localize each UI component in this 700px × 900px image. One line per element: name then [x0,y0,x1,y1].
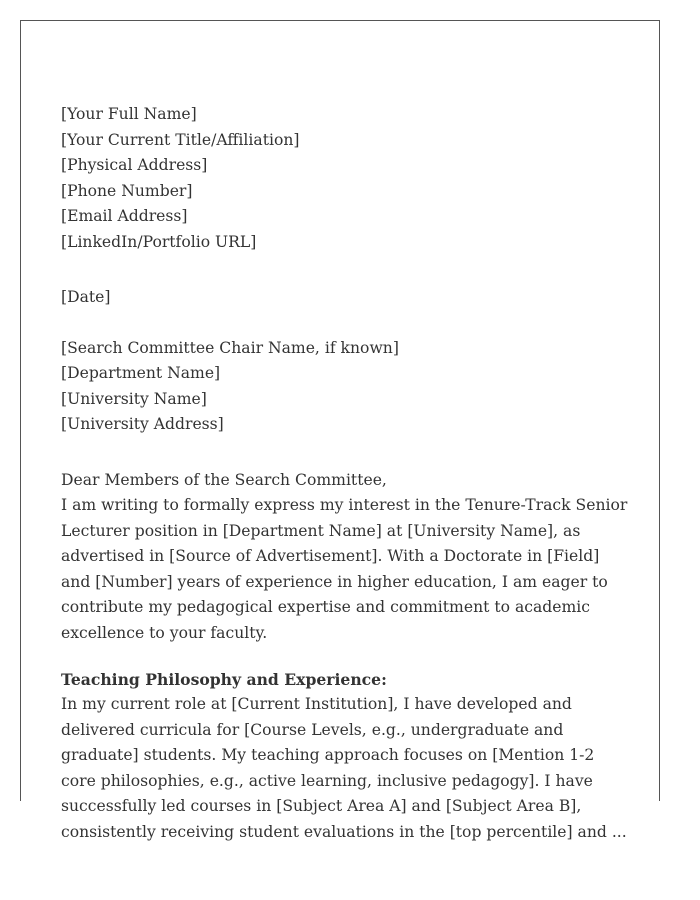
sender-email: [Email Address] [61,207,188,225]
sender-title: [Your Current Title/Affiliation] [61,130,300,149]
salutation: Dear Members of the Search Committee, [61,470,387,489]
sender-phone: [Phone Number] [61,181,193,200]
letter-date: [Date] [61,288,111,306]
sender-address: [Physical Address] [61,156,208,174]
sender-block [61,102,631,255]
recipient-department: [Department Name] [61,364,221,382]
sender-name: [Your Full Name] [61,105,197,123]
recipient-block [61,336,631,438]
letter-page [20,20,660,842]
recipient-university: [University Name] [61,389,207,408]
section-heading: Teaching Philosophy and Experience: [61,669,387,689]
intro-paragraph: I am writing to formally express my interest in the Tenure-Track Senior Lecturer position in [Department Name] at [University Name], as advertised in [Source of Advertisement]. With a Doctorate in [Field] and [Number] years of experience in higher education, I am eager to contribute my pedagogical expertise and commitment to academic excellence to your faculty. [61,496,628,642]
letter-content [61,102,631,846]
recipient-chair: [Search Committee Chair Name, if known] [61,338,399,357]
sender-linkedin: [LinkedIn/Portfolio URL] [61,232,257,251]
teaching-paragraph: In my current role at [Current Institution], I have developed and delivered curricula for [Course Levels, e.g., undergraduate and graduate] students. My teaching approach focuses on [Mention 1-2 core philosophies, e.g., active learning, inclusive pedagogy]. I have successfully led courses in [Subject Area A] and [Subject Area B], consistently receiving student evaluations in the [top percentile] and ... [61,695,627,842]
recipient-address: [University Address] [61,415,224,433]
